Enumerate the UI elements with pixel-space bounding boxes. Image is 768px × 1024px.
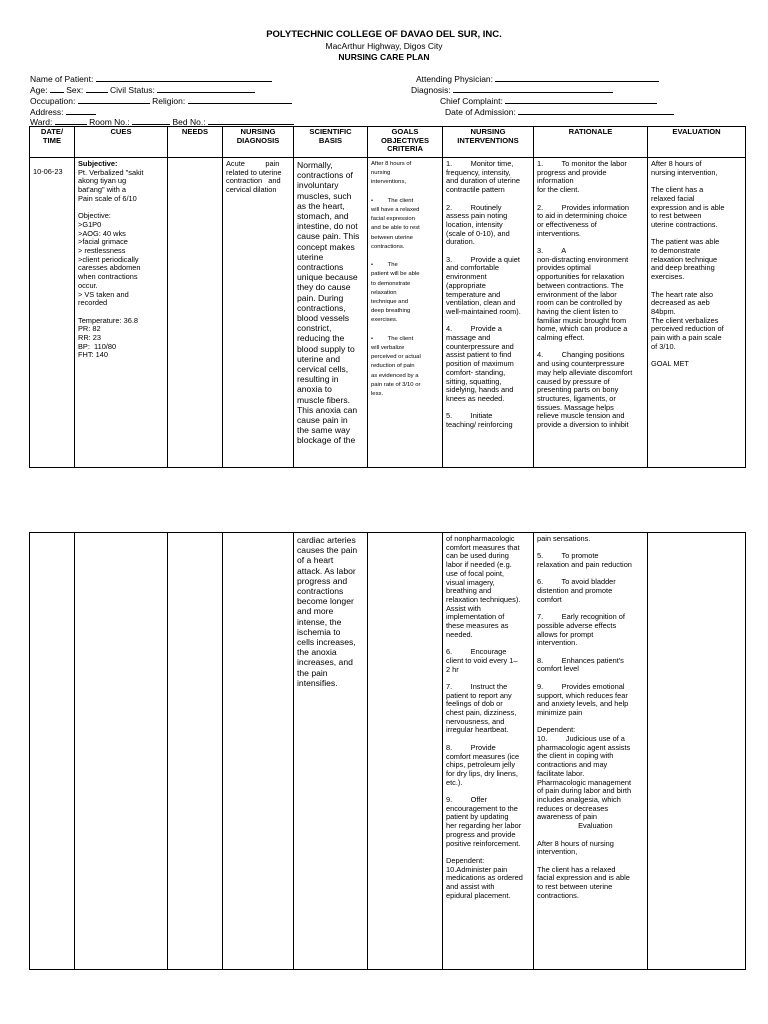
intervention-item: 4. Provide a massage and counterpressure and assist patient to find position of maximum comfort- standing, sitting, squatting, sidelying, hands and knees as needed. [446,324,514,403]
goal-item: After 8 hours of nursing interventions, [371,161,412,186]
goal-item: • The client will verbalize perceived or actual reduction of pain as evidenced by a pain rate of 3/10 or less. [371,335,421,398]
evaluation-item: The patient was able to demonstrate relaxation technique and deep breathing exercises. [651,237,720,282]
date-value: 10-06-23 [33,167,63,176]
intervention-item: 5. Initiate teaching/ reinforcing [446,411,513,430]
evaluation-item: The heart rate also decreased as aeb 84bpm. The client verbalizes perceived reduction of pain with a pain scale of 3/10. [651,289,724,351]
col-header-interventions: NURSING INTERVENTIONS [443,127,534,158]
cues-subjective-label: Subjective: [78,159,118,168]
cell-diagnosis [223,158,294,468]
field-label: Attending Physician: [416,74,494,84]
intervention-item: 7. Instruct the patient to report any feelings of dob or chest pain, dizziness, nervousness, and irregular heartbeat. [446,681,517,735]
field-date-of-admission[interactable] [445,106,674,117]
rationale-item: Dependent: 10. Judicious use of a pharmacologic agent assists the client in coping with contractions and may facilitate labor. Pharmacologic management of pain during labor and birth includes analgesia, which reduces or decreases awareness of pain Evaluation [537,725,632,831]
rationale-item: After 8 hours of nursing intervention, [537,838,614,857]
field-line [208,116,294,125]
field-occupation-religion[interactable] [30,95,292,106]
field-label: Address: [30,107,64,117]
cell-interventions [443,158,534,468]
field-label: Name of Patient: [30,74,94,84]
cues-vitals: Temperature: 36.8 PR: 82 RR: 23 BP: 110/80 FHT: 140 [78,315,138,360]
rationale-item: pain sensations. [537,534,591,543]
rationale-item: 4. Changing positions and using counterpressure may help alleviate discomfort caused by pressure of presenting parts on bony structures, ligaments, or tissues. Massage helps relieve muscle tension and provide a diversion to inhibit [537,350,633,430]
rationale-item: 3. A non-distracting environment provides optimal opportunities for relaxation between contractions. The environment of the labor room can be controlled by having the client listen to familiar music brought from home, which can produce a calming effect. [537,246,629,343]
field-attending-physician[interactable] [416,73,659,84]
rationale-item: 2. Provides information to aid in determining choice or effectiveness of interventions. [537,202,630,238]
college-address: MacArthur Highway, Digos City [325,41,443,51]
field-line [96,73,272,82]
care-plan-table-page2 [29,532,746,970]
goal-item: • The patient will be able to demonstrate relaxation technique and deep breathing exercises. [371,262,420,324]
field-diagnosis[interactable] [411,84,613,95]
col-header-scientific-basis: SCIENTIFIC BASIS [294,127,368,158]
rationale-item: 5. To promote relaxation and pain reduction [537,551,632,570]
college-name: POLYTECHNIC COLLEGE OF DAVAO DEL SUR, INC. [266,29,502,40]
rationale-item: 9. Provides emotional support, which reduces fear and anxiety levels, and help minimize pain [537,681,629,717]
cues-objective: Objective: >G1P0 >AOG: 40 wks >facial grimace > restlessness >client periodically caresses abdomen when contractions occur. > VS taken and recorded [78,211,141,308]
intervention-item: Dependent: 10.Administer pain medications as ordered and assist with epidural placement. [446,855,523,900]
intervention-item: of nonpharmacologic comfort measures that can be used during labor if needed (e.g. use of focal point, visual imagery, breathing and relaxation techniques). Assist with implementation of these measures as needed. [446,534,521,639]
cell-needs [168,158,223,468]
cell-cues [75,533,168,970]
col-header-goals: GOALS OBJECTIVES CRITERIA [368,127,443,158]
evaluation-item: GOAL MET [651,359,689,369]
col-header-rationale: RATIONALE [534,127,648,158]
cues-subjective: Pt. Verbalized "sakit akong tiyan ug bat'ang" with a Pain scale of 6/10 [78,167,144,203]
field-line [55,116,87,125]
intervention-item: 2. Routinely assess pain noting location, intensity (scale of 0-10), and duration. [446,202,510,247]
col-header-date-time: DATE/ TIME [30,127,75,158]
rationale-item: 7. Early recognition of possible adverse effects allows for prompt intervention. [537,612,625,648]
rationale-item: 1. To monitor the labor progress and provide information for the client. [537,159,627,195]
col-header-nursing-diagnosis: NURSING DIAGNOSIS [223,127,294,158]
cell-cues [75,158,168,468]
field-line [132,116,170,125]
col-header-needs: NEEDS [168,127,223,158]
cell-rationale [534,533,648,970]
field-line [50,84,64,93]
field-label: Bed No.: [172,117,206,127]
field-line [157,84,255,93]
cell-goals [368,533,443,970]
table-header-row [30,127,746,158]
scientific-basis-text: Normally, contractions of involuntary muscles, such as the heart, stomach, and intestine, do not cause pain. This concept makes uterine contractions unique because they do cause pain. During contractions, blood vessels constrict, reducing the blood supply to uterine and cervical cells, resulting in anoxia to muscle fibers. This anoxia can cause pain in the same way blockage of the [297,160,360,446]
rationale-item: 6. To avoid bladder distention and promote comfort [537,577,616,604]
cell-goals [368,158,443,468]
cell-date [30,533,75,970]
cell-scientific-basis [294,533,368,970]
cell-interventions [443,533,534,970]
table-row [30,158,746,468]
cell-diagnosis [223,533,294,970]
evaluation-item: The client has a relaxed facial expression and is able to rest between uterine contractions. [651,185,725,229]
field-label: Sex: [66,85,84,95]
field-name-of-patient[interactable] [30,73,272,84]
field-line [505,95,657,104]
col-header-cues: CUES [75,127,168,158]
field-line [188,95,292,104]
table-row [30,533,746,970]
intervention-item: 9. Offer encouragement to the patient by updating her regarding her labor progress and provide positive reinforcement. [446,795,522,848]
care-plan-table-page1 [29,126,746,468]
evaluation-item: After 8 hours of nursing intervention, [651,159,718,177]
field-label: Room No.: [89,117,130,127]
field-label: Date of Admission: [445,107,516,117]
field-age-sex-civil[interactable] [30,84,255,95]
field-line [78,95,150,104]
form-title: NURSING CARE PLAN [338,52,430,62]
field-label: Religion: [152,96,186,106]
field-line [86,84,108,93]
col-header-evaluation: EVALUATION [648,127,746,158]
rationale-item: 8. Enhances patient's comfort level [537,655,624,674]
intervention-item: 1. Monitor time, frequency, intensity, and duration of uterine contractile pattern [446,159,520,195]
field-label: Diagnosis: [411,85,451,95]
intervention-item: 8. Provide comfort measures (ice chips, petroleum jelly for dry lips, dry linens, etc.). [446,742,520,787]
field-label: Civil Status: [110,85,155,95]
cell-evaluation [648,158,746,468]
goal-item: • The client will have a relaxed facial expression and be able to rest between uterine contractions. [371,197,420,250]
field-line [453,84,613,93]
field-chief-complaint[interactable] [440,95,657,106]
field-label: Chief Complaint: [440,96,503,106]
rationale-item: The client has a relaxed facial expression and is able to rest between uterine contractions. [537,864,630,900]
field-line [518,106,674,115]
cell-evaluation [648,533,746,970]
cell-needs [168,533,223,970]
scientific-basis-text: cardiac arteries causes the pain of a heart attack. As labor progress and contractions become longer and more intense, the ischemia to cells increases, the anoxia increases, and the pain intensifies. [297,535,358,688]
cell-rationale [534,158,648,468]
field-line [495,73,659,82]
nursing-diagnosis-text: Acute pain related to uterine contraction and cervical dilation [226,159,282,195]
field-label: Age: [30,85,48,95]
cell-date [30,158,75,468]
field-label: Ward: [30,117,53,127]
intervention-item: 6. Encourage client to void every 1– 2 hr [446,647,518,674]
field-line [66,106,96,115]
cell-scientific-basis [294,158,368,468]
intervention-item: 3. Provide a quiet and comfortable environment (appropriate temperature and ventilation, clean and well-maintained room). [446,254,521,316]
field-label: Occupation: [30,96,76,106]
